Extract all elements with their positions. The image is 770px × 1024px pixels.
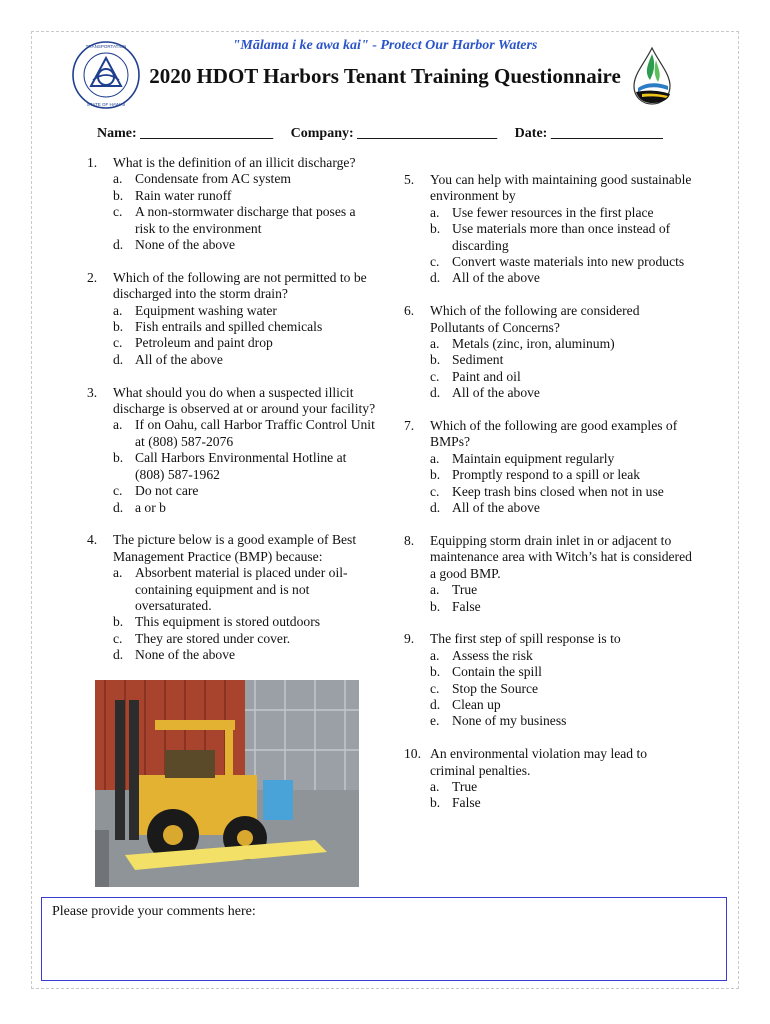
option-letter: d.: [113, 499, 124, 515]
question-number: 5.: [404, 172, 415, 187]
answer-option[interactable]: [113, 303, 377, 319]
answer-option[interactable]: [430, 795, 694, 811]
option-letter: b.: [430, 467, 441, 483]
option-letter: a.: [113, 417, 123, 433]
question-9: [404, 631, 694, 729]
option-text: Convert waste materials into new products: [452, 254, 685, 270]
option-letter: c.: [430, 254, 440, 270]
questions-right-column: [404, 172, 694, 828]
option-letter: c.: [113, 204, 123, 220]
answer-option[interactable]: [430, 697, 694, 713]
company-field[interactable]: Company: ____________________: [290, 126, 498, 141]
answer-option[interactable]: [113, 647, 377, 663]
option-text: Metals (zinc, iron, aluminum): [452, 336, 615, 352]
option-text: False: [452, 795, 481, 811]
answer-option[interactable]: [430, 467, 694, 483]
option-text: Sediment: [452, 352, 504, 368]
option-text: True: [452, 778, 478, 794]
question-number: 9.: [404, 631, 415, 647]
name-field[interactable]: Name: ___________________: [97, 126, 274, 141]
answer-option[interactable]: [430, 270, 694, 286]
answer-option[interactable]: [430, 254, 694, 270]
answer-option[interactable]: [430, 779, 694, 795]
option-text: Stop the Source: [452, 680, 539, 696]
svg-text:STATE OF HAWAII: STATE OF HAWAII: [86, 102, 126, 107]
answer-option[interactable]: [113, 565, 377, 614]
option-letter: a.: [430, 204, 440, 220]
option-letter: b.: [430, 352, 441, 368]
answer-option[interactable]: [113, 319, 377, 335]
option-letter: a.: [430, 582, 440, 598]
option-text: Equipment washing water: [135, 302, 277, 318]
answer-option[interactable]: [430, 681, 694, 697]
option-text: Assess the risk: [452, 647, 533, 663]
option-text: Do not care: [135, 483, 199, 499]
questions-left-column: [87, 155, 377, 680]
option-letter: a.: [113, 171, 123, 187]
option-text: Contain the spill: [452, 664, 542, 680]
question-2: [87, 270, 377, 368]
option-text: None of the above: [135, 647, 236, 663]
question-number: 6.: [404, 303, 415, 319]
question-number: 10.: [404, 746, 421, 762]
question-text: The first step of spill response is to: [430, 631, 621, 647]
answer-option[interactable]: [430, 451, 694, 467]
option-letter: b.: [430, 795, 441, 811]
option-letter: b.: [430, 598, 441, 614]
answer-option[interactable]: [113, 417, 377, 450]
answer-option[interactable]: [430, 500, 694, 516]
answer-option[interactable]: [113, 614, 377, 630]
answer-option[interactable]: [430, 336, 694, 352]
info-fields: [97, 126, 677, 142]
option-letter: d.: [113, 647, 124, 663]
option-letter: d.: [430, 500, 441, 516]
answer-option[interactable]: [113, 500, 377, 516]
option-text: Rain water runoff: [135, 187, 232, 203]
option-text: Absorbent material is placed under oil-containing equipment and is not oversaturated.: [135, 565, 348, 613]
question-5: [404, 172, 694, 287]
page-title: 2020 HDOT Harbors Tenant Training Questionnaire: [149, 64, 621, 88]
option-letter: c.: [430, 368, 440, 384]
option-text: If on Oahu, call Harbor Traffic Control Unit at (808) 587-2076: [135, 417, 375, 449]
option-letter: a.: [113, 302, 123, 318]
question-number: 2.: [87, 269, 98, 285]
answer-option[interactable]: [430, 599, 694, 615]
option-text: Use materials more than once instead of discarding: [452, 221, 671, 253]
answer-option[interactable]: [113, 204, 377, 237]
question-text: Which of the following are not permitted to be discharged into the storm drain?: [113, 269, 367, 302]
option-letter: a.: [430, 778, 440, 794]
answer-option[interactable]: [430, 205, 694, 221]
answer-option[interactable]: [430, 352, 694, 368]
question-number: 1.: [87, 155, 98, 170]
option-text: Maintain equipment regularly: [452, 450, 615, 466]
option-text: a or b: [135, 499, 166, 515]
answer-option[interactable]: [113, 483, 377, 499]
answer-option[interactable]: [430, 221, 694, 254]
question-text: The picture below is a good example of Best Management Practice (BMP) because:: [113, 532, 357, 564]
comments-label: Please provide your comments here:: [52, 904, 256, 919]
option-text: This equipment is stored outdoors: [135, 614, 321, 630]
question-text: You can help with maintaining good sustainable environment by: [430, 172, 692, 204]
option-text: Promptly respond to a spill or leak: [452, 467, 641, 483]
option-letter: b.: [113, 614, 124, 630]
option-letter: c.: [113, 630, 123, 646]
option-letter: b.: [113, 319, 124, 335]
answer-option[interactable]: [113, 631, 377, 647]
answer-option[interactable]: [430, 582, 694, 598]
question-3: [87, 385, 377, 516]
option-text: Call Harbors Environmental Hotline at (808) 587-1962: [135, 450, 347, 482]
option-text: False: [452, 598, 481, 614]
comments-box[interactable]: [41, 897, 727, 981]
question-text: Which of the following are considered Pollutants of Concerns?: [430, 303, 640, 335]
question-text: What is the definition of an illicit discharge?: [113, 155, 356, 170]
option-letter: a.: [430, 336, 440, 352]
question-text: What should you do when a suspected illicit discharge is observed at or around your facility?: [113, 384, 376, 417]
answer-option[interactable]: [430, 484, 694, 500]
option-letter: a.: [430, 450, 440, 466]
answer-option[interactable]: [430, 369, 694, 385]
question-10: [404, 746, 694, 812]
option-text: None of my business: [452, 713, 567, 729]
question-number: 3.: [87, 384, 98, 400]
option-text: True: [452, 582, 478, 598]
option-text: Keep trash bins closed when not in use: [452, 483, 664, 499]
answer-option[interactable]: [113, 171, 377, 187]
question-8: [404, 533, 694, 615]
option-text: All of the above: [452, 500, 540, 516]
option-text: Use fewer resources in the first place: [452, 204, 654, 220]
option-letter: d.: [430, 696, 441, 712]
answer-option[interactable]: [113, 450, 377, 483]
question-6: [404, 303, 694, 401]
answer-option[interactable]: [430, 385, 694, 401]
option-text: Paint and oil: [452, 368, 521, 384]
tagline: "Mālama i ke awa kai" - Protect Our Harbor Waters: [232, 38, 538, 53]
answer-option[interactable]: [113, 352, 377, 368]
question-number: 8.: [404, 532, 415, 548]
option-letter: d.: [113, 237, 124, 253]
option-letter: e.: [430, 713, 440, 729]
question-text: Equipping storm drain inlet in or adjacent to maintenance area with Witch’s hat is considered a good BMP.: [430, 532, 692, 581]
answer-option[interactable]: [430, 648, 694, 664]
question-number: 4.: [87, 532, 98, 548]
answer-option[interactable]: [430, 713, 694, 729]
option-letter: b.: [430, 664, 441, 680]
option-letter: a.: [113, 565, 123, 581]
option-text: Clean up: [452, 696, 501, 712]
date-field[interactable]: Date: ________________: [514, 126, 663, 141]
option-text: A non-stormwater discharge that poses a risk to the environment: [135, 204, 356, 236]
option-letter: d.: [430, 385, 441, 401]
option-letter: d.: [113, 351, 124, 367]
option-letter: b.: [430, 221, 441, 237]
question-1: [87, 155, 377, 253]
option-letter: c.: [113, 335, 123, 351]
option-letter: d.: [430, 270, 441, 286]
question-4: [87, 532, 377, 663]
option-text: They are stored under cover.: [135, 630, 291, 646]
answer-option[interactable]: [113, 188, 377, 204]
drop-leaf-logo: [630, 46, 674, 106]
option-letter: c.: [113, 483, 123, 499]
option-text: Condensate from AC system: [135, 171, 291, 187]
question-text: An environmental violation may lead to criminal penalties.: [430, 746, 648, 778]
answer-option[interactable]: [113, 335, 377, 351]
option-text: Fish entrails and spilled chemicals: [135, 319, 323, 335]
svg-text:TRANSPORTATION: TRANSPORTATION: [85, 44, 127, 49]
answer-option[interactable]: [430, 664, 694, 680]
option-letter: b.: [113, 450, 124, 466]
option-text: Petroleum and paint drop: [135, 335, 273, 351]
forklift-photo: [95, 680, 359, 887]
option-letter: c.: [430, 680, 440, 696]
question-text: Which of the following are good examples of BMPs?: [430, 418, 678, 450]
option-text: None of the above: [135, 237, 236, 253]
answer-option[interactable]: [113, 237, 377, 253]
option-letter: c.: [430, 483, 440, 499]
option-text: All of the above: [135, 351, 223, 367]
option-letter: b.: [113, 187, 124, 203]
option-text: All of the above: [452, 270, 540, 286]
option-text: All of the above: [452, 385, 540, 401]
question-7: [404, 418, 694, 516]
question-number: 7.: [404, 418, 415, 434]
option-letter: a.: [430, 647, 440, 663]
